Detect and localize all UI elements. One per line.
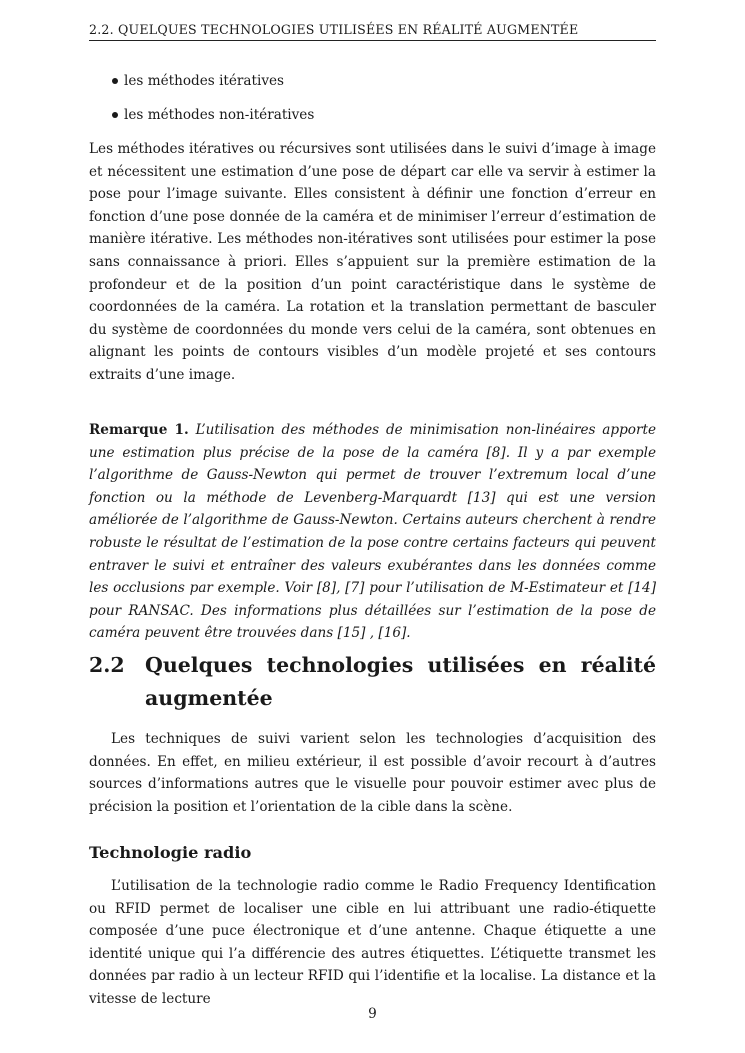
subsection-heading: Technologie radio [89,843,252,862]
methods-bullet-list [89,70,656,138]
page-number: 9 [368,1006,377,1022]
section-title: Quelques technologies utilisées en réalité augmentée [145,653,656,710]
list-item: les méthodes itératives [89,70,656,104]
running-header: 2.2. QUELQUES TECHNOLOGIES UTILISÉES EN RÉALITÉ AUGMENTÉE [89,22,656,41]
section-heading [89,649,656,715]
remark-text: L’utilisation des méthodes de minimisation non-linéaires apporte une estimation plus précise de la pose de la caméra [8]. Il y a par exemple l’algorithme de Gauss-Newton qui permet de trouver l’extremum local d’une fonction ou la méthode de Levenberg-Marquardt [13] qui est une version améliorée de l’algorithme de Gauss-Newton. Certains auteurs cherchent à rendre robuste le résultat de l’estimation de la pose contre certains facteurs qui peuvent entraver le suivi et entraîner des valeurs exubérantes dans les données comme les occlusions par exemple. Voir [8], [7] pour l’utilisation de M-Estimateur et [14] pour RANSAC. Des informations plus détaillées sur l’estimation de la pose de caméra peuvent être trouvées dans [15] , [16]. [89,422,656,642]
remark-label: Remarque 1. [89,422,189,438]
remark-block [89,419,656,645]
methods-paragraph: Les méthodes itératives ou récursives sont utilisées dans le suivi d’image à image et nécessitent une estimation d’une pose de départ car elle va servir à estimer la pose pour l’image suivante. Elles consistent à définir une fonction d’erreur en fonction d’une pose donnée de la caméra et de minimiser l’erreur d’estimation de manière itérative. Les méthodes non-itératives sont utilisées pour estimer la pose sans connaissance à priori. Elles s’appuient sur la première estimation de la profondeur et de la position d’un point caractéristique dans le système de coordonnées de la caméra. La rotation et la translation permettant de basculer du système de coordonnées du monde vers celui de la caméra, sont obtenues en alignant les points de contours visibles d’un modèle projeté et ses contours extraits d’une image. [89,141,656,383]
section-number: 2.2 [89,653,125,677]
section-intro-paragraph: Les techniques de suivi varient selon les technologies d’acquisition des données. En effet, en milieu extérieur, il est possible d’avoir recourt à d’autres sources d’informations autres que le visuelle pour pouvoir estimer avec plus de précision la position et l’orientation de la cible dans la scène. [89,731,656,815]
list-item: les méthodes non-itératives [89,104,656,138]
radio-paragraph: L’utilisation de la technologie radio comme le Radio Frequency Identification ou RFID permet de localiser une cible en lui attribuant une radio-étiquette composée d’une puce électronique et d’une antenne. Chaque étiquette a une identité unique qui l’a différencie des autres étiquettes. L’étiquette transmet les données par radio à un lecteur RFID qui l’identifie et la localise. La distance et la vitesse de lecture [89,878,656,1007]
